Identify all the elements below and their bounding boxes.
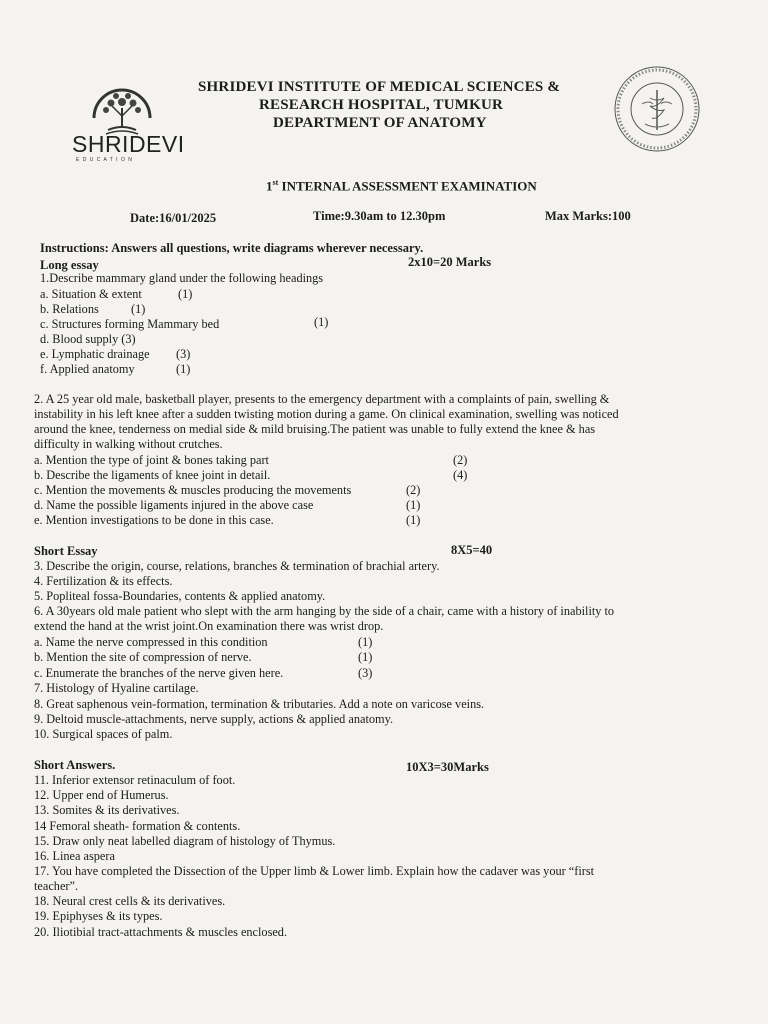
question-11: 11. Inferior extensor retinaculum of foot. bbox=[34, 773, 236, 787]
question-2d: d. Name the possible ligaments injured in the above case bbox=[34, 498, 314, 512]
question-15: 15. Draw only neat labelled diagram of histology of Thymus. bbox=[34, 834, 336, 848]
question-1b-mark: (1) bbox=[131, 302, 146, 316]
question-16: 16. Linea aspera bbox=[34, 849, 115, 863]
question-10: 10. Surgical spaces of palm. bbox=[34, 727, 173, 741]
department-name: DEPARTMENT OF ANATOMY bbox=[273, 115, 487, 131]
question-2-line-2: instability in his left knee after a sudden twisting motion during a game. On clinical examination, swelling was noticed bbox=[34, 407, 619, 421]
question-1a: a. Situation & extent bbox=[40, 287, 142, 301]
question-6a-mark: (1) bbox=[358, 635, 373, 649]
question-6-line-2: extend the hand at the wrist joint.On examination there was wrist drop. bbox=[34, 619, 384, 633]
question-13: 13. Somites & its derivatives. bbox=[34, 803, 180, 817]
question-2a: a. Mention the type of joint & bones taking part bbox=[34, 453, 269, 467]
question-2d-mark: (1) bbox=[406, 498, 421, 512]
question-6-line-1: 6. A 30years old male patient who slept with the arm hanging by the side of a chair, came with a history of inability to bbox=[34, 604, 615, 618]
question-8: 8. Great saphenous vein-formation, termination & tributaries. Add a note on varicose veins. bbox=[34, 697, 485, 711]
question-18: 18. Neural crest cells & its derivatives. bbox=[34, 894, 226, 908]
question-6c-mark: (3) bbox=[358, 666, 373, 680]
exam-date: Date:16/01/2025 bbox=[130, 211, 217, 225]
exam-time: Time:9.30am to 12.30pm bbox=[313, 209, 446, 223]
exam-title-number: 1 bbox=[266, 178, 273, 194]
long-essay-marks: 2x10=20 Marks bbox=[408, 255, 492, 269]
question-2c-mark: (2) bbox=[406, 483, 421, 497]
question-2a-mark: (2) bbox=[453, 453, 468, 467]
question-6b-mark: (1) bbox=[358, 650, 373, 664]
institute-name-line2: RESEARCH HOSPITAL, TUMKUR bbox=[259, 97, 504, 113]
short-essay-marks: 8X5=40 bbox=[451, 543, 493, 557]
long-essay-heading: Long essay bbox=[40, 258, 99, 272]
question-1e-mark: (3) bbox=[176, 347, 191, 361]
question-2-line-3: around the knee, tenderness on medial side & mild bruising.The patient was unable to fully extend the knee & has bbox=[34, 422, 596, 436]
question-12: 12. Upper end of Humerus. bbox=[34, 788, 169, 802]
question-20: 20. Iliotibial tract-attachments & muscles enclosed. bbox=[34, 925, 288, 939]
instructions: Instructions: Answers all questions, write diagrams wherever necessary. bbox=[40, 241, 424, 255]
question-1: 1.Describe mammary gland under the following headings bbox=[40, 271, 324, 285]
question-3: 3. Describe the origin, course, relations, branches & termination of brachial artery. bbox=[34, 559, 440, 573]
shridevi-logo bbox=[66, 86, 185, 166]
question-4: 4. Fertilization & its effects. bbox=[34, 574, 173, 588]
question-1d: d. Blood supply (3) bbox=[40, 332, 136, 346]
short-essay-heading: Short Essay bbox=[34, 544, 98, 558]
question-17-line-1: 17. You have completed the Dissection of the Upper limb & Lower limb. Explain how the cadaver was your “first bbox=[34, 864, 595, 878]
question-2-line-4: difficulty in walking without crutches. bbox=[34, 437, 223, 451]
question-2e: e. Mention investigations to be done in this case. bbox=[34, 513, 274, 527]
question-1c-mark: (1) bbox=[314, 315, 329, 329]
exam-title bbox=[266, 178, 537, 194]
question-2c: c. Mention the movements & muscles producing the movements bbox=[34, 483, 352, 497]
question-19: 19. Epiphyses & its types. bbox=[34, 909, 163, 923]
question-17-line-2: teacher”. bbox=[34, 879, 79, 893]
logo-tagline: E D U C A T I O N bbox=[76, 157, 133, 163]
question-1a-mark: (1) bbox=[178, 287, 193, 301]
institute-seal bbox=[612, 64, 702, 154]
question-1f: f. Applied anatomy bbox=[40, 362, 135, 376]
question-2b: b. Describe the ligaments of knee joint in detail. bbox=[34, 468, 271, 482]
exam-title-text: INTERNAL ASSESSMENT EXAMINATION bbox=[278, 178, 537, 194]
question-9: 9. Deltoid muscle-attachments, nerve supply, actions & applied anatomy. bbox=[34, 712, 394, 726]
question-7: 7. Histology of Hyaline cartilage. bbox=[34, 681, 199, 695]
question-2-line-1: 2. A 25 year old male, basketball player, presents to the emergency department with a complaints of pain, swelling & bbox=[34, 392, 610, 406]
question-1f-mark: (1) bbox=[176, 362, 191, 376]
question-2e-mark: (1) bbox=[406, 513, 421, 527]
exam-max-marks: Max Marks:100 bbox=[545, 209, 631, 223]
question-1c: c. Structures forming Mammary bed bbox=[40, 317, 220, 331]
question-2b-mark: (4) bbox=[453, 468, 468, 482]
question-6b: b. Mention the site of compression of nerve. bbox=[34, 650, 252, 664]
seal-emblem-icon bbox=[612, 64, 702, 154]
question-1b: b. Relations bbox=[40, 302, 99, 316]
short-answers-heading: Short Answers. bbox=[34, 758, 116, 772]
logo-name: SHRIDEVI bbox=[72, 131, 185, 157]
question-6c: c. Enumerate the branches of the nerve given here. bbox=[34, 666, 284, 680]
question-5: 5. Popliteal fossa-Boundaries, contents & applied anatomy. bbox=[34, 589, 326, 603]
question-6a: a. Name the nerve compressed in this condition bbox=[34, 635, 268, 649]
question-1e: e. Lymphatic drainage bbox=[40, 347, 150, 361]
short-answers-marks: 10X3=30Marks bbox=[406, 760, 489, 774]
institute-name-line1: SHRIDEVI INSTITUTE OF MEDICAL SCIENCES & bbox=[198, 79, 561, 95]
exam-title-ordinal: st bbox=[272, 178, 279, 187]
question-14: 14 Femoral sheath- formation & contents. bbox=[34, 819, 241, 833]
